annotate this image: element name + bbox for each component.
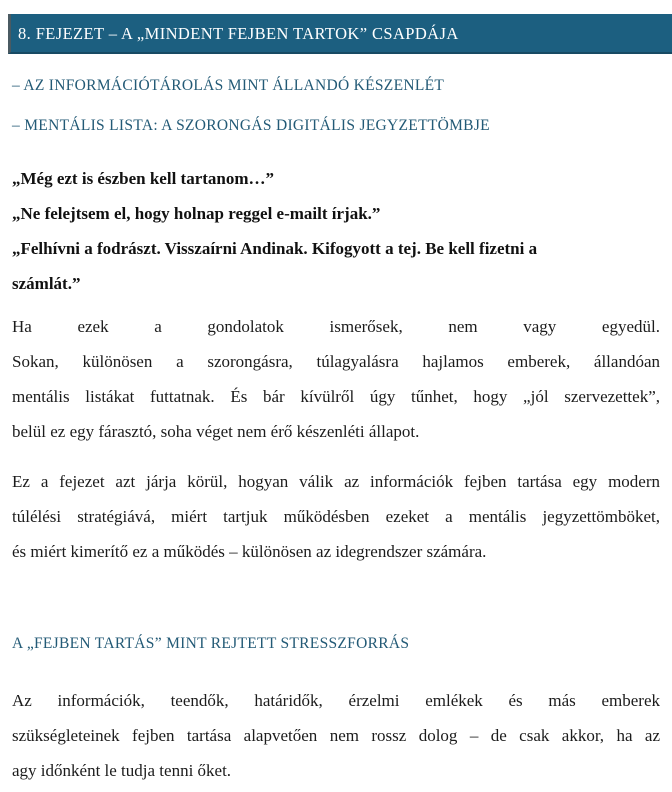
document-body bbox=[0, 75, 672, 788]
paragraph-line: szükségleteinek fejben tartása alapvetően nem rossz dolog – de csak akkor, ha az bbox=[12, 726, 660, 745]
paragraph-line: Ha ezek a gondolatok ismerősek, nem vagy egyedül. bbox=[12, 317, 660, 336]
paragraph-line: belül ez egy fárasztó, soha véget nem érő készenléti állapot. bbox=[12, 422, 420, 441]
paragraph-line: Az információk, teendők, határidők, érzelmi emlékek és más emberek bbox=[12, 691, 660, 710]
paragraph-line: túlélési stratégiává, miért tartjuk működésben ezeket a mentális jegyzettömböket, bbox=[12, 507, 660, 526]
paragraph-closing bbox=[12, 683, 660, 788]
chapter-banner-title: 8. FEJEZET – A „MINDENT FEJBEN TARTOK” CSAPDÁJA bbox=[18, 24, 459, 43]
paragraph-line: Sokan, különösen a szorongásra, túlagyalásra hajlamos emberek, állandóan bbox=[12, 352, 660, 371]
paragraph-chapter-overview bbox=[12, 464, 660, 569]
paragraph-line: és miért kimerítő ez a működés – különösen az idegrendszer számára. bbox=[12, 542, 487, 561]
subheading-mental-list: – MENTÁLIS LISTA: A SZORONGÁS DIGITÁLIS JEGYZETTÖMBJE bbox=[12, 117, 490, 134]
paragraph-line: agy időnként le tudja tenni őket. bbox=[12, 761, 232, 780]
paragraph-line: mentális listákat futtatnak. És bár kívülről úgy tűnhet, hogy „jól szervezettek”, bbox=[12, 387, 660, 406]
quote-line-3: „Felhívni a fodrászt. Visszaírni Andinak. Kifogyott a tej. Be kell fizetni a bbox=[12, 239, 538, 258]
quote-line-2: „Ne felejtsem el, hogy holnap reggel e-mailt írjak.” bbox=[12, 204, 381, 223]
quote-line-1: „Még ezt is észben kell tartanom…” bbox=[12, 169, 275, 188]
quote-group bbox=[12, 161, 660, 301]
subheading-information-storage: – AZ INFORMÁCIÓTÁROLÁS MINT ÁLLANDÓ KÉSZENLÉT bbox=[12, 77, 445, 94]
quote-line-3-continued: számlát.” bbox=[12, 274, 81, 293]
section-heading-hidden-stress-source: A „FEJBEN TARTÁS” MINT REJTETT STRESSZFORRÁS bbox=[12, 635, 410, 652]
paragraph-intro bbox=[12, 309, 660, 449]
paragraph-line: Ez a fejezet azt járja körül, hogyan válik az információk fejben tartása egy modern bbox=[12, 472, 660, 491]
chapter-banner bbox=[8, 14, 672, 54]
